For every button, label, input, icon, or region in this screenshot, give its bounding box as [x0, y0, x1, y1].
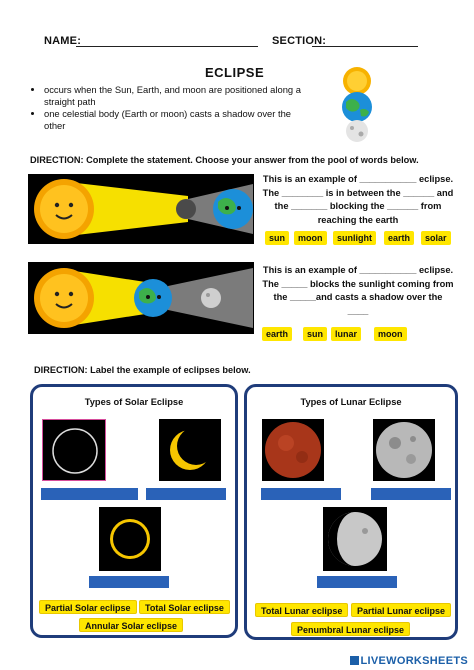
word-chip-earth[interactable]: earth — [262, 327, 292, 341]
word-chip-moon[interactable]: moon — [294, 231, 327, 245]
word-chip-sun[interactable]: sun — [265, 231, 289, 245]
lunar-panel-title: Types of Lunar Eclipse — [300, 397, 402, 407]
name-field[interactable] — [76, 46, 258, 47]
word-chip-sun[interactable]: sun — [303, 327, 327, 341]
total-solar-photo — [42, 419, 106, 481]
label-chip-annular-solar[interactable]: Annular Solar eclipse — [79, 618, 183, 632]
word-chip-solar[interactable]: solar — [421, 231, 451, 245]
answer-box-annular-solar[interactable] — [89, 576, 169, 588]
answer-box-partial-solar[interactable] — [146, 488, 226, 500]
statement-2-line: This is an example of ___________ eclipse. — [262, 265, 454, 275]
direction-2: DIRECTION: Label the example of eclipses below. — [34, 365, 251, 375]
partial-lunar-photo — [323, 507, 387, 571]
moon-icon — [201, 288, 221, 308]
label-chip-partial-lunar[interactable]: Partial Lunar eclipse — [351, 603, 451, 617]
definition-item: • occurs when the Sun, Earth, and moon are positioned along a straight path — [44, 84, 304, 108]
logo-icon — [350, 656, 359, 665]
word-chip-lunar[interactable]: lunar — [331, 327, 361, 341]
total-lunar-photo — [262, 419, 324, 481]
page-title: ECLIPSE — [205, 65, 265, 80]
definition-list — [34, 84, 304, 132]
moon-icon — [346, 120, 368, 142]
earth-icon — [213, 189, 253, 229]
name-label: NAME: — [44, 35, 82, 47]
sun-icon — [343, 67, 371, 95]
lunar-eclipse-panel — [244, 384, 458, 640]
solar-eclipse-panel — [30, 384, 238, 638]
statement-1-line: The ________ is in between the ______ and — [262, 187, 454, 198]
label-chip-partial-solar[interactable]: Partial Solar eclipse — [39, 600, 137, 614]
statement-1 — [258, 173, 458, 227]
direction-1: DIRECTION: Complete the statement. Choose your answer from the pool of words below. — [30, 155, 419, 165]
earth-icon — [342, 92, 372, 122]
answer-box-partial-lunar[interactable] — [317, 576, 397, 588]
label-chip-penumbral-lunar[interactable]: Penumbral Lunar eclipse — [291, 622, 410, 636]
statement-2 — [258, 264, 458, 318]
word-chip-earth[interactable]: earth — [384, 231, 414, 245]
word-chip-moon[interactable]: moon — [374, 327, 407, 341]
solar-panel-title: Types of Solar Eclipse — [84, 397, 184, 407]
statement-1-line: This is an example of ___________ eclipse. — [262, 174, 454, 184]
answer-box-total-solar[interactable] — [41, 488, 138, 500]
sun-icon — [34, 268, 94, 328]
alignment-illustration — [330, 64, 384, 146]
answer-box-total-lunar[interactable] — [261, 488, 341, 500]
section-field[interactable] — [312, 46, 418, 47]
moon-icon — [176, 199, 196, 219]
partial-solar-photo — [159, 419, 221, 481]
liveworksheets-logo — [350, 655, 469, 667]
statement-2-line: The _____ blocks the sunlight coming from — [262, 278, 454, 289]
statement-2-line: ____ — [347, 305, 369, 316]
label-chip-total-lunar[interactable]: Total Lunar eclipse — [255, 603, 348, 617]
lunar-eclipse-scene — [28, 262, 254, 334]
logo-text: LIVEWORKSHEETS — [360, 655, 468, 667]
word-chip-sunlight[interactable]: sunlight — [333, 231, 376, 245]
earth-icon — [134, 279, 172, 317]
statement-2-line: the _____and casts a shadow over the — [273, 292, 443, 302]
statement-1-line: reaching the earth — [317, 214, 399, 225]
annular-solar-photo — [99, 507, 161, 571]
section-label: SECTION: — [272, 35, 327, 47]
label-chip-total-solar[interactable]: Total Solar eclipse — [139, 600, 230, 614]
penumbral-lunar-photo — [373, 419, 435, 481]
answer-box-penumbral-lunar[interactable] — [371, 488, 451, 500]
sun-icon — [34, 179, 94, 239]
statement-1-line: the _______ blocking the ______ from — [274, 201, 442, 211]
solar-eclipse-scene — [28, 174, 254, 244]
definition-item: • one celestial body (Earth or moon) casts a shadow over the other — [44, 108, 304, 132]
